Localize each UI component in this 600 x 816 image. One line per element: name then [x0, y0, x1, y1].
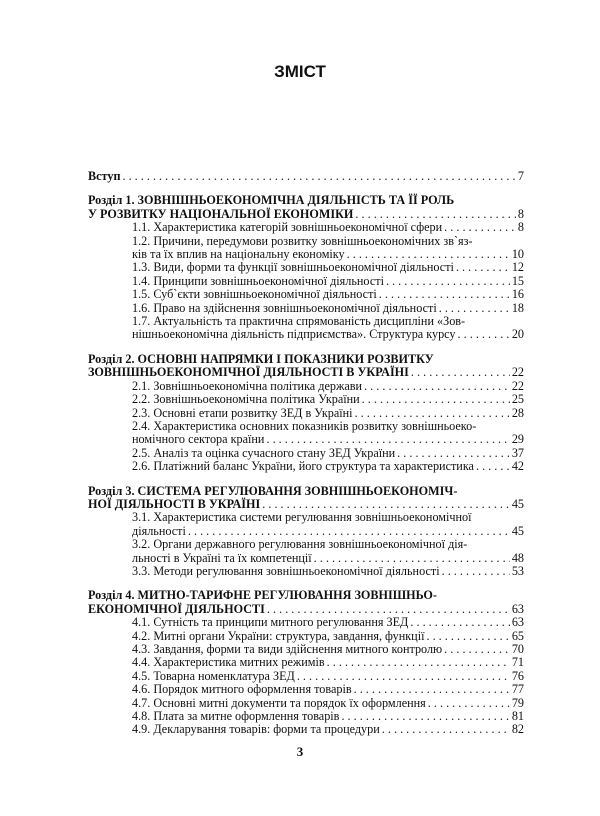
subsection-title: 4.5. Товарна номенклатура ЗЕД	[132, 668, 295, 683]
section-title-text: ЕКОНОМІЧНОЇ ДІЯЛЬНОСТІ	[88, 601, 265, 616]
section-title-text: СИСТЕМА РЕГУЛЮВАННЯ ЗОВНІШНЬОЕКОНОМІЧ-	[137, 483, 458, 498]
toc-section	[88, 194, 524, 341]
toc-subsection[interactable]	[88, 683, 524, 696]
subsection-last-line	[132, 460, 524, 473]
section-heading-line[interactable]	[88, 353, 524, 366]
dot-leader	[364, 380, 510, 393]
dot-leader	[362, 393, 510, 406]
section-title-text: МИТНО-ТАРИФНЕ РЕГУЛЮВАННЯ ЗОВНІШНЬО-	[137, 588, 437, 603]
subsection-last-line	[132, 656, 524, 669]
subsection-last-line	[132, 302, 524, 315]
subsection-last-line	[132, 393, 524, 406]
toc-subsection[interactable]	[88, 697, 524, 710]
table-of-contents	[88, 170, 524, 737]
subsection-last-line	[132, 552, 524, 565]
dot-leader	[341, 710, 509, 723]
section-title-text: НОЇ ДІЯЛЬНОСТІ В УКРАЇНІ	[88, 496, 261, 511]
subsection-title: 4.4. Характеристика митних режимів	[132, 655, 325, 670]
subsection-last-line	[132, 525, 524, 538]
section-heading-last-line[interactable]	[88, 603, 524, 616]
subsection-last-line	[132, 288, 524, 301]
subsection-title: 2.5. Аналіз та оцінка сучасного стану ЗЕД України	[132, 445, 396, 460]
toc-page-number: 22	[511, 378, 524, 393]
toc-page-number: 15	[511, 273, 524, 288]
toc-subsection[interactable]	[88, 302, 524, 315]
subsection-title: діяльності	[132, 523, 186, 538]
subsection-last-line	[132, 261, 524, 274]
subsection-line: 1.7. Актуальність та практична спрямованість дисципліни «Зов-	[132, 314, 466, 329]
toc-subsection[interactable]	[88, 565, 524, 578]
subsection-title: 1.6. Право на здійснення зовнішньоекономічної діяльності	[132, 300, 437, 315]
toc-subsection[interactable]	[88, 723, 524, 736]
toc-page-number: 37	[511, 445, 524, 460]
dot-leader	[355, 407, 510, 420]
section-label: Розділ 4.	[88, 588, 135, 603]
toc-subsection[interactable]	[88, 380, 524, 393]
dot-leader	[266, 433, 509, 446]
subsection-title: 4.6. Порядок митного оформлення товарів	[132, 682, 352, 697]
toc-subsection[interactable]	[88, 315, 524, 342]
subsection-title: 1.4. Принципи зовнішньоекономічної діяльності	[132, 273, 384, 288]
section-title-text: ЗОВНІШНЬОЕКОНОМІЧНА ДІЯЛЬНІСТЬ ТА ЇЇ РОЛЬ	[137, 193, 455, 208]
toc-page-number: 29	[511, 432, 524, 447]
dot-leader	[314, 552, 510, 565]
dot-leader	[188, 525, 510, 538]
subsection-last-line	[132, 248, 524, 261]
section-label: Вступ	[88, 169, 121, 183]
toc-page-number: 45	[511, 523, 524, 538]
toc-page-number: 81	[511, 709, 524, 724]
subsection-last-line	[132, 328, 524, 341]
toc-page-number: 76	[511, 668, 524, 683]
toc-subsection[interactable]	[88, 643, 524, 656]
section-heading-last-line[interactable]	[88, 208, 524, 221]
section-label: Розділ 2.	[88, 351, 135, 366]
subsection-last-line	[132, 670, 524, 683]
dot-leader	[456, 261, 510, 274]
page-title: ЗМІСТ	[274, 62, 326, 81]
dot-leader	[347, 248, 510, 261]
dot-leader	[426, 630, 509, 643]
dot-leader	[444, 643, 510, 656]
subsection-title: номічного сектора країни	[132, 432, 265, 447]
subsection-last-line	[132, 630, 524, 643]
subsection-last-line	[132, 565, 524, 578]
subsection-last-line	[132, 275, 524, 288]
toc-subsection[interactable]	[88, 630, 524, 643]
toc-subsection[interactable]	[88, 538, 524, 565]
section-heading-last-line[interactable]	[88, 498, 524, 511]
subsection-title: 4.7. Основні митні документи та порядок їх оформлення	[132, 695, 426, 710]
subsection-line: 2.4. Характеристика основних показників розвитку зовнішньоеко-	[132, 418, 477, 433]
toc-page-number: 18	[511, 300, 524, 315]
subsection-title: 1.1. Характеристика категорій зовнішньоекономічної сфери	[132, 220, 443, 235]
toc-subsection[interactable]	[88, 656, 524, 669]
subsection-last-line	[132, 616, 524, 629]
subsection-last-line	[132, 221, 524, 234]
subsection-title: 4.1. Сутність та принципи митного регулювання ЗЕД	[132, 615, 409, 630]
dot-leader	[476, 460, 510, 473]
toc-page-number: 42	[511, 459, 524, 474]
dot-leader	[122, 170, 515, 183]
toc-subsection[interactable]	[88, 616, 524, 629]
toc-subsection[interactable]	[88, 221, 524, 234]
dot-leader	[355, 208, 515, 221]
toc-page-number: 79	[511, 695, 524, 710]
toc-page-number: 16	[511, 287, 524, 302]
subsection-last-line	[132, 683, 524, 696]
toc-page-number: 53	[511, 563, 524, 578]
dot-leader	[262, 498, 510, 511]
subsection-title: 4.3. Завдання, форми та види здійснення митного контролю	[132, 642, 443, 656]
section-title-text: ОСНОВНІ НАПРЯМКИ І ПОКАЗНИКИ РОЗВИТКУ	[137, 351, 434, 366]
subsection-last-line	[132, 643, 524, 656]
dot-leader	[439, 302, 510, 315]
dot-leader	[397, 447, 510, 460]
section-heading-line[interactable]	[88, 485, 524, 498]
section-title-text: ЗОВНІШНЬОЕКОНОМІЧНОЇ ДІЯЛЬНОСТІ В УКРАЇНІ	[88, 365, 409, 380]
subsection-title: 4.9. Декларування товарів: форми та процедури	[132, 722, 380, 737]
toc-section	[88, 589, 524, 736]
dot-leader	[410, 616, 509, 629]
subsection-title: нішньоекономічна діяльність підприємства». Структура курсу	[132, 327, 456, 342]
toc-page-number: 25	[511, 392, 524, 407]
subsection-line: 3.2. Органи державного регулювання зовнішньоекономічної дія-	[132, 537, 468, 552]
subsection-title: 2.3. Основні етапи розвитку ЗЕД в Україні	[132, 405, 353, 420]
toc-subsection[interactable]	[88, 288, 524, 301]
toc-page-number: 82	[511, 722, 524, 737]
toc-page-number: 70	[511, 642, 524, 656]
subsection-line: 3.1. Характеристика системи регулювання зовнішньоекономічної	[132, 510, 472, 525]
subsection-last-line	[132, 407, 524, 420]
toc-subsection[interactable]	[88, 460, 524, 473]
subsection-last-line	[132, 447, 524, 460]
toc-page-number: 12	[511, 260, 524, 275]
toc-page-number: 63	[511, 615, 524, 630]
subsection-title: льності в Україні та їх компетенції	[132, 550, 312, 565]
subsection-last-line	[132, 697, 524, 710]
toc-subsection[interactable]	[88, 275, 524, 288]
subsection-title: 2.2. Зовнішньоекономічна політика України	[132, 392, 360, 407]
toc-subsection[interactable]	[88, 235, 524, 262]
toc-subsection[interactable]	[88, 670, 524, 683]
subsection-last-line	[132, 380, 524, 393]
toc-subsection[interactable]	[88, 420, 524, 447]
toc-page-number: 8	[517, 206, 524, 221]
dot-leader	[386, 275, 510, 288]
toc-section	[88, 170, 524, 183]
toc-subsection[interactable]	[88, 407, 524, 420]
toc-page-number: 63	[511, 601, 524, 616]
dot-leader	[458, 328, 510, 341]
subsection-last-line	[132, 723, 524, 736]
dot-leader	[354, 683, 510, 696]
toc-entry-vstup[interactable]	[88, 170, 524, 183]
subsection-title: 4.8. Плата за митне оформлення товарів	[132, 709, 340, 724]
toc-page-number: 71	[511, 655, 524, 670]
toc-page-number: 7	[517, 169, 524, 183]
subsection-title: 1.5. Суб`єкти зовнішньоекономічної діяльності	[132, 287, 377, 302]
toc-page-number: 20	[511, 327, 524, 342]
dot-leader	[411, 366, 510, 379]
page-number: 3	[296, 744, 304, 759]
subsection-line: 1.2. Причини, передумови розвитку зовнішньоекономічних зв`яз-	[132, 233, 473, 248]
toc-page-number: 22	[511, 365, 524, 380]
toc-page-number: 48	[511, 550, 524, 565]
toc-page-number: 8	[517, 220, 524, 235]
section-heading-last-line[interactable]	[88, 366, 524, 379]
dot-leader	[442, 565, 510, 578]
toc-page-number: 10	[511, 247, 524, 262]
subsection-last-line	[132, 710, 524, 723]
dot-leader	[444, 221, 516, 234]
toc-subsection[interactable]	[88, 393, 524, 406]
toc-subsection[interactable]	[88, 511, 524, 538]
toc-subsection[interactable]	[88, 710, 524, 723]
section-title-text: У РОЗВИТКУ НАЦІОНАЛЬНОЇ ЕКОНОМІКИ	[88, 206, 354, 221]
section-label: Розділ 3.	[88, 483, 135, 498]
toc-section	[88, 353, 524, 474]
toc-page-number: 45	[511, 496, 524, 511]
dot-leader	[327, 656, 510, 669]
section-label: Розділ 1.	[88, 193, 135, 208]
subsection-title: 2.1. Зовнішньоекономічна політика держави	[132, 378, 363, 393]
toc-page-number: 77	[511, 682, 524, 697]
dot-leader	[297, 670, 510, 683]
subsection-title: 3.3. Методи регулювання зовнішньоекономічної діяльності	[132, 563, 440, 578]
subsection-title: 2.6. Платіжний баланс України, його структура та характеристика	[132, 459, 474, 474]
subsection-title: 4.2. Митні органи України: структура, завдання, функції	[132, 628, 425, 643]
toc-page-number: 28	[511, 405, 524, 420]
toc-subsection[interactable]	[88, 447, 524, 460]
dot-leader	[428, 697, 510, 710]
dot-leader	[267, 603, 510, 616]
toc-section	[88, 485, 524, 579]
subsection-last-line	[132, 433, 524, 446]
dot-leader	[382, 723, 510, 736]
subsection-title: 1.3. Види, форми та функції зовнішньоекономічної діяльності	[132, 260, 454, 275]
subsection-title: ків та їх вплив на національну економіку	[132, 247, 345, 262]
toc-page-number: 65	[511, 628, 524, 643]
section-heading-line[interactable]	[88, 194, 524, 207]
section-heading-line[interactable]	[88, 589, 524, 602]
dot-leader	[379, 288, 510, 301]
toc-subsection[interactable]	[88, 261, 524, 274]
